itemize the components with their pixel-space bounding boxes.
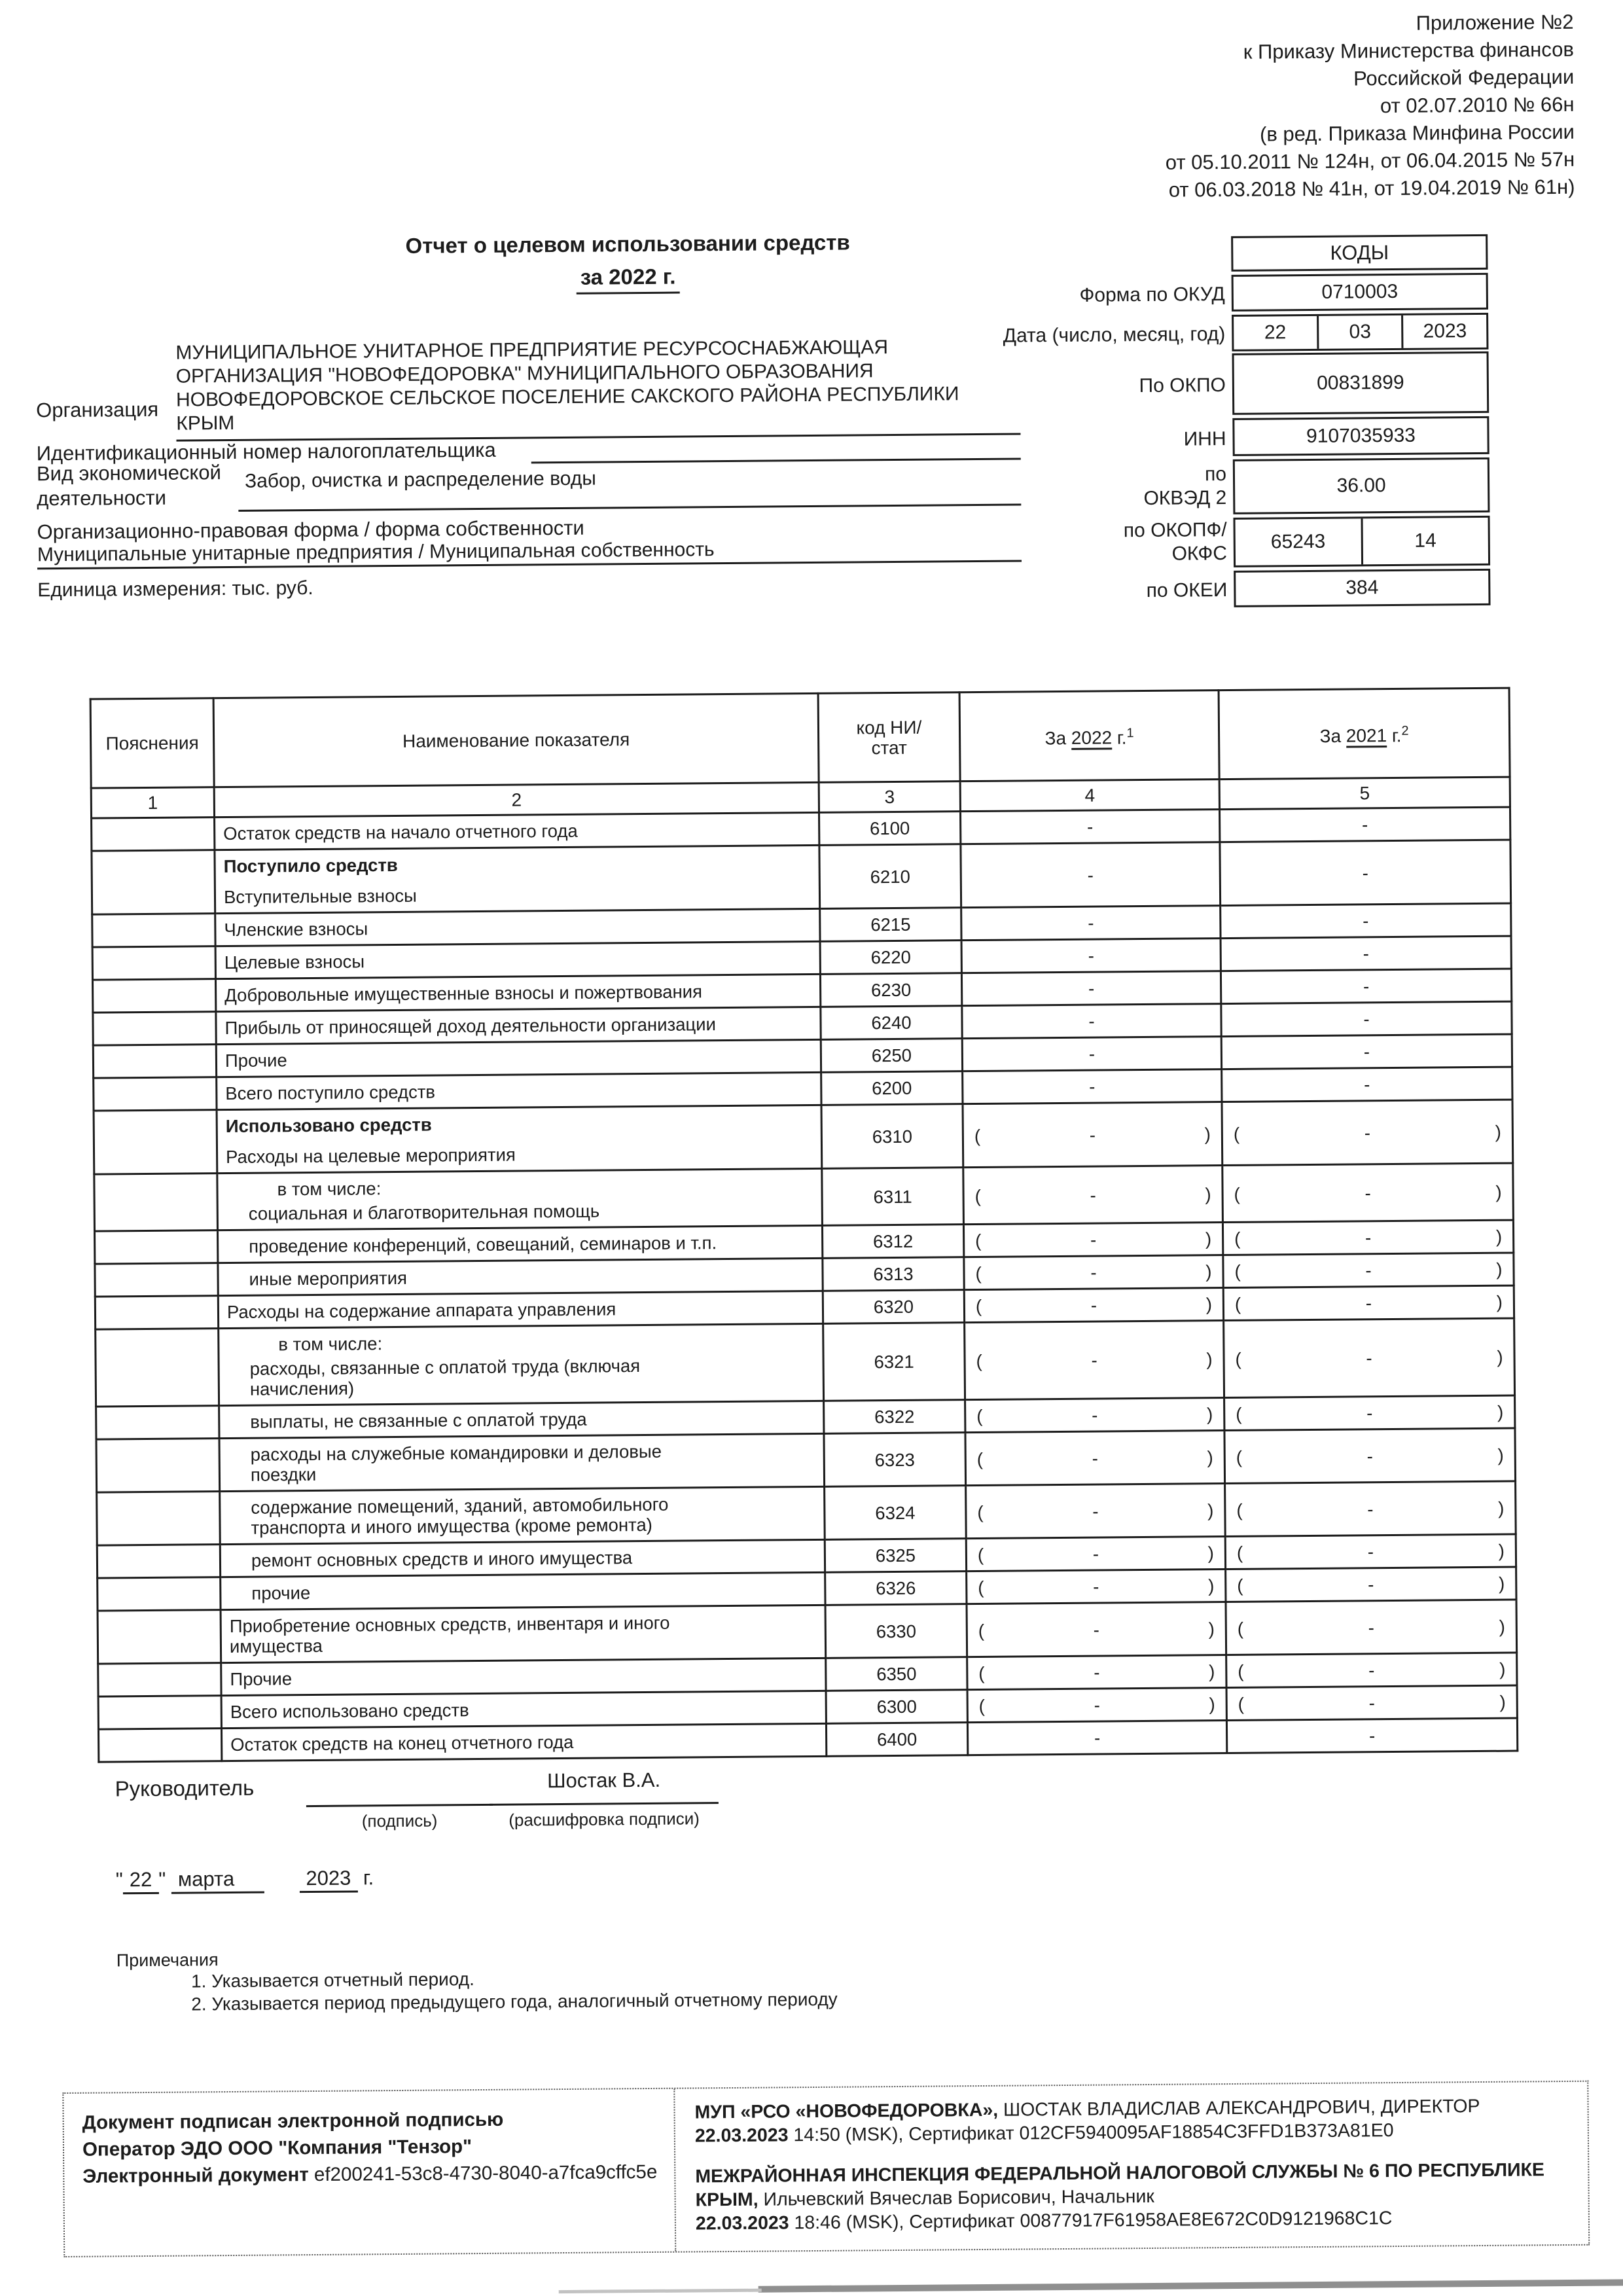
explanations-cell — [98, 1663, 221, 1696]
code-cell: 6325 — [825, 1539, 966, 1573]
value-2022-cell: - — [963, 1069, 1222, 1104]
taxpayer-id-label: Идентификационный номер налогоплательщика — [36, 438, 496, 465]
table-row — [94, 1100, 1513, 1174]
head-name: Шостак В.А. — [546, 1768, 661, 1793]
explanations-cell — [92, 817, 215, 851]
value-2022-cell: - — [967, 1721, 1226, 1755]
title-block — [189, 228, 1067, 298]
value-2022-cell: ( - ) — [967, 1655, 1226, 1690]
indicator-cell: в том числе: расходы, связанные с оплатой труда (включая начисления) — [219, 1323, 824, 1405]
okud-label: Форма по ОКУД — [1079, 283, 1225, 306]
notes-body: 1. Указывается отчетный период. 2. Указывается период предыдущего года, аналогичный отчетному периоду — [190, 1969, 838, 2015]
unit-of-measure-label: Единица измерения: тыс. руб. — [37, 577, 313, 601]
value-2022-cell: - — [962, 1004, 1221, 1039]
esign-document-line: Электронный документ ef200241-53c8-4730-8040-a7fca9cffc5e — [82, 2161, 658, 2187]
esign-document-id: ef200241-53c8-4730-8040-a7fca9cffc5e — [313, 2161, 658, 2186]
activity-label: Вид экономической деятельности — [36, 461, 222, 511]
date-cells — [1232, 313, 1488, 351]
value-2022-cell: ( - ) — [963, 1166, 1223, 1225]
value-2022-cell: - — [961, 971, 1221, 1006]
report-table — [90, 687, 1519, 1763]
value-2022-cell: - — [961, 906, 1221, 941]
value-2022-cell: - — [960, 810, 1219, 844]
value-2021-cell: - — [1219, 807, 1510, 842]
value-2021-cell: - — [1222, 1067, 1512, 1102]
code-cell: 6350 — [826, 1657, 967, 1691]
name-line — [490, 1802, 719, 1806]
value-2021-cell: ( - ) — [1225, 1534, 1516, 1569]
indicator-cell: проведение конференций, совещаний, семинаров и т.п. — [217, 1225, 822, 1263]
indicator-cell: в том числе: социальная и благотворительная помощь — [217, 1168, 823, 1230]
explanations-cell — [94, 1110, 217, 1174]
value-2021-cell: ( - ) — [1225, 1481, 1516, 1536]
indicator-cell: Приобретение основных средств, инвентаря и иного имущества — [221, 1605, 826, 1662]
code-cell: 6400 — [826, 1723, 967, 1757]
code-cell: 6200 — [821, 1071, 963, 1105]
indicator-cell: расходы на служебные командировки и деловые поездки — [219, 1433, 825, 1491]
indicator-cell: Поступило средств Вступительные взносы — [215, 845, 820, 913]
explanations-cell — [92, 850, 215, 914]
esign-operator-line: Оператор ЭДО ООО "Компания "Тензор" — [82, 2136, 473, 2161]
value-2021-cell: ( - ) — [1222, 1100, 1513, 1165]
col-header-indicator: Наименование показателя — [213, 693, 819, 787]
okved-value-cell: 36.00 — [1233, 457, 1490, 514]
indicator-cell: Прочие — [221, 1658, 826, 1695]
value-2021-cell: ( - ) — [1224, 1428, 1516, 1483]
indicator-cell: Использовано средств Расходы на целевые мероприятия — [217, 1105, 822, 1173]
value-2022-cell: ( - ) — [967, 1602, 1226, 1657]
code-cell: 6323 — [824, 1433, 966, 1487]
date-month: марта — [171, 1867, 265, 1894]
explanations-cell — [92, 914, 215, 947]
date-label: Дата (число, месяц, год) — [1003, 323, 1226, 347]
value-2022-cell: ( - ) — [963, 1102, 1222, 1168]
indicator-cell: прочие — [221, 1572, 825, 1609]
indicator-cell: выплаты, не связанные с оплатой труда — [219, 1401, 824, 1438]
value-2022-cell: ( - ) — [964, 1255, 1223, 1290]
code-cell: 6240 — [821, 1006, 962, 1040]
report-table-body — [92, 807, 1518, 1762]
code-cell: 6322 — [824, 1400, 965, 1434]
law-reference: Приложение №2 к Приказу Министерства финансов Российской Федерации от 02.07.2010 № 66н (в ред. Приказа Минфина России от 05.10.2011 № 124н, от 06.04.2015 № 57н от 06.03.2018 № 41н, от 19.04.2019 № 61н) — [1165, 10, 1575, 202]
value-2021-cell: ( - ) — [1222, 1163, 1514, 1222]
value-2022-cell: ( - ) — [967, 1688, 1226, 1723]
scan-artifact-bar-light — [559, 2289, 762, 2293]
value-2022-cell: ( - ) — [966, 1484, 1226, 1539]
code-cell: 6321 — [823, 1323, 965, 1401]
esign-footer — [62, 2081, 1590, 2257]
value-2021-cell: ( - ) — [1226, 1600, 1517, 1655]
indicator-cell: Членские взносы — [215, 908, 820, 946]
indicator-cell: Прочие — [216, 1039, 821, 1077]
explanations-cell — [98, 1729, 221, 1762]
explanations-cell — [96, 1406, 219, 1439]
indicator-cell: Остаток средств на конец отчетного года — [221, 1723, 826, 1761]
value-2022-cell: ( - ) — [967, 1570, 1226, 1604]
explanations-cell — [98, 1577, 221, 1611]
value-2021-cell: - — [1221, 969, 1511, 1003]
table-row — [92, 840, 1511, 914]
notes-title: Примечания — [116, 1950, 219, 1971]
indicator-cell: Прибыль от приносящей доход деятельности организации — [216, 1007, 821, 1044]
col-num-1: 1 — [91, 787, 214, 818]
explanations-cell — [97, 1492, 221, 1545]
value-2021-cell: ( - ) — [1226, 1567, 1516, 1602]
value-2021-cell: ( - ) — [1224, 1318, 1515, 1397]
esign-signer-entry: МЕЖРАЙОННАЯ ИНСПЕКЦИЯ ФЕДЕРАЛЬНОЙ НАЛОГОВОЙ СЛУЖБЫ № 6 ПО РЕСПУБЛИКЕ КРЫМ, Ильчевский Вячеслав Борисович, Начальник 22.03.2023 18:46 (MSK), Сертификат 00877917F61958AE8E672C0D9121968C1C — [695, 2159, 1545, 2234]
legal-form-label: Организационно-правовая форма / форма собственности — [37, 516, 584, 544]
name-caption: (расшифровка подписи) — [508, 1808, 700, 1830]
explanations-cell — [94, 1077, 217, 1111]
okopf-okfs-cells — [1233, 516, 1490, 567]
scan-artifact-bar — [758, 2279, 1623, 2292]
code-cell: 6250 — [821, 1039, 962, 1073]
value-2021-cell: ( - ) — [1226, 1653, 1517, 1687]
code-cell: 6330 — [825, 1604, 967, 1659]
indicator-cell: Остаток средств на начало отчетного года — [215, 812, 819, 850]
codes-header-cell: КОДЫ — [1231, 234, 1488, 272]
date-month-cell: 03 — [1317, 315, 1402, 349]
code-cell: 6215 — [820, 908, 961, 942]
report-title: Отчет о целевом использовании средств — [405, 230, 850, 258]
explanations-cell — [96, 1439, 220, 1492]
indicator-cell: ремонт основных средств и иного имущества — [220, 1539, 825, 1577]
code-cell: 6100 — [819, 812, 961, 846]
date-year-cell: 2023 — [1401, 315, 1486, 348]
okfs-value-cell: 14 — [1361, 518, 1488, 565]
indicator-cell: содержание помещений, зданий, автомобильного транспорта и иного имущества (кроме ремонта) — [220, 1486, 825, 1544]
okud-value-cell: 0710003 — [1232, 273, 1488, 312]
value-2021-cell: - — [1221, 903, 1511, 938]
table-row — [96, 1318, 1515, 1407]
col-header-explanations: Пояснения — [90, 698, 214, 788]
value-2021-cell: ( - ) — [1226, 1685, 1517, 1720]
indicator-cell: иные мероприятия — [218, 1258, 823, 1295]
organization-name: МУНИЦИПАЛЬНОЕ УНИТАРНОЕ ПРЕДПРИЯТИЕ РЕСУРСОСНАБЖАЮЩАЯ ОРГАНИЗАЦИЯ "НОВОФЕДОРОВКА" МУНИЦИПАЛЬНОГО ОБРАЗОВАНИЯ НОВОФЕДОРОВСКОЕ СЕЛЬСКОЕ ПОСЕЛЕНИЕ САКСКОГО РАЙОНА РЕСПУБЛИКИ КРЫМ — [175, 334, 1020, 441]
esign-signer-entry: МУП «РСО «НОВОФЕДОРОВКА», ШОСТАК ВЛАДИСЛАВ АЛЕКСАНДРОВИЧ, ДИРЕКТОР 22.03.2023 14:50 (MSK), Сертификат 012CF5940095AF18854C3FFD1B373A81E0 — [694, 2096, 1480, 2147]
value-2022-cell: - — [961, 939, 1221, 973]
inn-label-code: ИНН — [1183, 427, 1226, 450]
explanations-cell — [98, 1696, 221, 1729]
explanations-cell — [96, 1329, 219, 1407]
value-2022-cell: ( - ) — [963, 1223, 1222, 1257]
value-2022-cell: - — [962, 1037, 1221, 1071]
value-2021-cell: - — [1221, 936, 1511, 971]
organization-label: Организация — [36, 397, 159, 422]
value-2021-cell: ( - ) — [1222, 1220, 1513, 1255]
code-cell: 6312 — [822, 1225, 963, 1259]
value-2022-cell: ( - ) — [965, 1431, 1225, 1486]
explanations-cell — [95, 1296, 218, 1329]
indicator-cell: Целевые взносы — [215, 941, 820, 978]
code-cell: 6320 — [823, 1290, 964, 1324]
okopf-label: по ОКОПФ/ ОКФС — [1123, 518, 1228, 565]
code-cell: 6220 — [820, 941, 961, 975]
report-period: за 2022 г. — [577, 264, 680, 295]
code-cell: 6300 — [826, 1690, 967, 1724]
signature-caption: (подпись) — [361, 1810, 438, 1831]
indicator-cell: Расходы на содержание аппарата управления — [218, 1291, 823, 1328]
date-day: 22 — [123, 1868, 159, 1894]
okpo-value-cell: 00831899 — [1232, 351, 1489, 415]
signature-date: " 22 " марта 2023 г. — [116, 1866, 374, 1892]
indicator-cell: Всего поступило средств — [217, 1072, 821, 1109]
code-cell: 6313 — [823, 1257, 964, 1291]
explanations-cell — [98, 1610, 221, 1664]
table-row — [94, 1163, 1514, 1231]
value-2022-cell: ( - ) — [964, 1288, 1223, 1323]
taxpayer-id-underline — [531, 457, 1021, 463]
codes-panel — [1231, 234, 1490, 607]
okei-label: по ОКЕИ — [1146, 579, 1228, 601]
esign-signed-line: Документ подписан электронной подписью — [82, 2108, 504, 2134]
code-cell: 6311 — [822, 1168, 964, 1226]
indicator-cell: Всего использовано средств — [221, 1691, 826, 1728]
activity-underline — [238, 503, 1021, 511]
explanations-cell — [93, 1045, 216, 1078]
value-2022-cell: ( - ) — [965, 1398, 1224, 1433]
activity-value: Забор, очистка и распределение воды — [244, 467, 596, 492]
okved-label: по ОКВЭД 2 — [1143, 463, 1227, 509]
explanations-cell — [94, 1174, 218, 1231]
okei-value-cell: 384 — [1234, 569, 1490, 607]
okpo-label: По ОКПО — [1139, 374, 1226, 397]
indicator-cell: Добровольные имущественные взносы и пожертвования — [215, 974, 820, 1011]
signature-line — [306, 1804, 493, 1807]
explanations-cell — [95, 1263, 218, 1297]
inn-value-cell: 9107035933 — [1232, 416, 1489, 456]
legal-form-value: Муниципальные унитарные предприятия / Муниципальная собственность — [37, 539, 715, 566]
explanations-cell — [92, 946, 215, 980]
value-2021-cell: - — [1220, 840, 1511, 905]
value-2021-cell: ( - ) — [1224, 1395, 1515, 1430]
code-cell: 6230 — [820, 973, 961, 1007]
value-2021-cell: - — [1221, 1034, 1512, 1069]
date-year: 2023 — [299, 1866, 357, 1893]
col-header-2022: За 2022 г.$^1$ — [959, 691, 1219, 781]
value-2022-cell: ( - ) — [966, 1537, 1225, 1571]
okopf-value-cell: 65243 — [1270, 530, 1326, 553]
value-2022-cell: - — [961, 842, 1221, 908]
col-header-code: код НИ/ стат — [818, 692, 960, 783]
code-cell: 6310 — [821, 1104, 963, 1169]
value-2022-cell: ( - ) — [965, 1321, 1224, 1400]
code-cell: 6210 — [819, 844, 961, 909]
col-header-2021: За 2021 г.$^2$ — [1219, 688, 1510, 779]
col-num-2: 2 — [214, 782, 819, 817]
col-num-5: 5 — [1219, 777, 1510, 809]
code-cell: 6326 — [825, 1571, 967, 1605]
date-day-cell: 22 — [1264, 321, 1287, 344]
col-num-4: 4 — [960, 780, 1219, 812]
value-2021-cell: - — [1221, 1001, 1512, 1036]
explanations-cell — [92, 979, 215, 1013]
value-2021-cell: ( - ) — [1223, 1253, 1514, 1287]
esign-signers-block — [675, 2082, 1588, 2251]
explanations-cell — [94, 1230, 217, 1264]
esign-operator-block — [63, 2089, 676, 2256]
col-num-3: 3 — [819, 781, 960, 813]
explanations-cell — [93, 1012, 216, 1045]
head-role-label: Руководитель — [115, 1775, 255, 1801]
explanations-cell — [97, 1545, 220, 1578]
value-2021-cell: - — [1226, 1718, 1517, 1753]
code-cell: 6324 — [825, 1486, 967, 1540]
value-2021-cell: ( - ) — [1223, 1285, 1514, 1320]
